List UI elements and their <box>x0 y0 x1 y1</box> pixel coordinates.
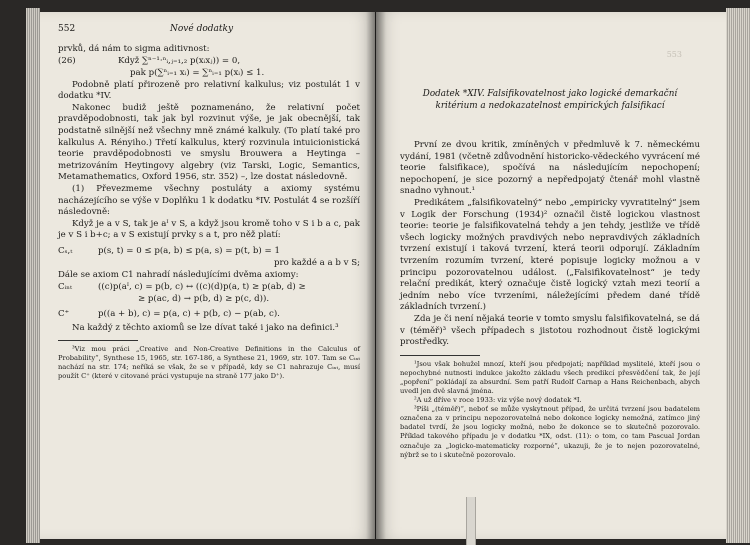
axiom-formula: ((c)p(aᴵ, c) = p(b, c) ↔ ((c)(d)p(a, t) ≥ p(ab, d) ≥ <box>98 281 306 292</box>
left-text-column <box>58 44 360 381</box>
paragraph: Dále se axiom C1 nahradí následujícími dvěma axiomy: <box>58 269 299 280</box>
intro-line: prvků, dá nám to sigma aditivnost: <box>58 44 210 54</box>
axiom-formula: pro každé a a b v S; <box>273 257 360 268</box>
paragraph: Zda je či není nějaká teorie v tomto smyslu falsifikovatelná, se dá v (téměř)³ všech případech s jistotou rozhodnout čistě logickými prostředky. <box>400 313 700 348</box>
axiom-formula: p(s, t) = 0 ≤ p(a, b) ≤ p(a, s) = p(t, b) = 1 <box>98 245 280 256</box>
axiom-label: Cᵢₙₜ <box>58 281 73 292</box>
paragraph: Když je a v S, tak je aᴵ v S, a když jsou kromě toho v S i b a c, pak je v S i b+c; a v S existují prvky s a t, pro něž platí: <box>58 218 360 241</box>
footnote: ¹Jsou však bohužel mnozí, kteří jsou předpojatí; například myslitelé, kteří jsou o nepochybné nutnosti indukce jakožto základu všech predikcí přesvědčení tak, že její „popření“ pokládají za absurdní. Sem patří Rudolf Carnap a Hans Reichenbach, abych uvedl jen dvě slavná jména. <box>400 359 700 395</box>
axiom-formula: p((a + b), c) = p(a, c) + p(b, c) − p(ab, c). <box>98 308 280 319</box>
left-page-header <box>58 24 338 34</box>
axiom-cst-tail <box>58 258 360 270</box>
heading-line: kritérium a nedokazatelnost empirických falsifikací <box>435 101 665 111</box>
right-text-column <box>400 88 700 460</box>
axiom-cst <box>58 246 360 258</box>
footnotes <box>400 360 700 460</box>
footnote-rule <box>58 340 138 341</box>
equation-26-cont <box>58 68 360 80</box>
paragraph: Podobně platí přirozeně pro relativní kalkulus; viz postulát 1 v dodatku *IV. <box>58 79 360 102</box>
footnotes <box>58 345 360 381</box>
equation-26 <box>58 56 360 68</box>
axiom-cint-cont <box>58 294 360 306</box>
paragraph: Nakonec budiž ještě poznamenáno, že relativní počet pravděpodobnosti, tak jak byl rozvinut výše, je jak obecnější, tak podstatně silnější než všechny mně známé kalkuly. (To platí také pro kalkulus A. Rényiho.) Třetí kalkulus, který rozvinula intuicionistická teorie pravděpodobnosti ve smyslu Brouwera a Heytinga – metrizováním Heytingovy algebry (viz Tarski, Logic, Semantics, Metamathematics, Oxford 1956, str. 352) –, lze dostat následovně. <box>58 102 360 183</box>
equation-label: (26) <box>58 55 76 66</box>
heading-line: Dodatek *XIV. Falsifikovatelnost jako logické demarkační <box>422 89 678 99</box>
axiom-cint <box>58 282 360 294</box>
appendix-heading <box>400 88 700 112</box>
right-page-edges <box>726 8 750 543</box>
book-gutter <box>366 12 386 539</box>
axiom-formula: ≥ p(ac, d) → p(b, d) ≥ p(c, d)). <box>138 293 270 304</box>
footnote: ²A už dříve v roce 1933: viz výše nový dodatek *I. <box>414 396 582 405</box>
equation-line: pak p(∑ⁿᵢ₌₁ xᵢ) = ∑ⁿᵢ₌₁ p(xᵢ) ≤ 1. <box>130 67 265 78</box>
axiom-cplus <box>58 309 360 321</box>
bookmark-ribbon <box>466 497 476 545</box>
ghost-page-number: 553 <box>666 50 682 59</box>
axiom-label: Cₛ,ₜ <box>58 245 73 256</box>
right-page <box>376 12 726 539</box>
axiom-label: C⁺ <box>58 308 70 319</box>
page-number: 552 <box>58 24 76 34</box>
paragraph: První ze dvou kritik, zmíněných v předmluvě k 7. německému vydání, 1981 (včetně zdůvodnění historicko-vědeckého vyvrácení mé teorie falsifikace), spočívá na následujícím nepochopení; nepochopení, je sice pozorný a nepředpojatý čtenář mohl vlastně snadno vyhnout.¹ <box>400 140 700 197</box>
left-page-edges <box>26 8 40 543</box>
footnote: ³Píši „(téměř)“, neboť se může vyskytnout případ, že určitá tvrzení jsou badatelem označena za v principu nepozorovatelná nebo dokonce logicky nemožná, zatímco jiný badatel tvrdí, že jsou logicky možná, nebo že dokonce se to skutečně pozorovalo. Příklad takového případu je v dodatku *IX, odst. (11): o tom, co tam Pascual Jordan označuje za „logicko-matematicky rozporné“, ukazuji, že je to nejen pozorovatelné, nýbrž se to i skutečně pozorovalo. <box>400 405 700 459</box>
paragraph: Na každý z těchto axiomů se lze dívat také i jako na definici.³ <box>72 322 339 333</box>
paragraph: (1) Převezmeme všechny postuláty a axiomy systému nacházejícího se výše v Doplňku 1 k dodatku *IV. Postulát 4 se rozšíří následovně: <box>58 183 360 218</box>
left-page <box>40 12 375 539</box>
footnote-rule <box>400 355 480 356</box>
paragraph: Predikátem „falsifikovatelný“ nebo „empiricky vyvratitelný“ jsem v Logik der Forschung (1934)² označil čistě logickou vlastnost teorie: teorie je falsifikovatelná tehdy a jen tehdy, jestliže ve třídě všech logicky možných pravdivých nebo nepravdivých základních tvrzení existují i taková tvrzení, která teorii odporují. Základním tvrzením rozumím tvrzení, které popisuje logicky možnou a v principu pozorovatelnou událost. („Falsifikovatelnost“ je tedy relační predikát, který označuje čistě logický vztah mezi teorií a jedním nebo více tvrzeními, náležejícími předem dané třídě základních tvrzení.) <box>400 197 700 313</box>
footnote: ³Viz mou práci „Creative and Non-Creative Definitions in the Calculus of Probability“, Synthese 15, 1965, str. 167-186, a Synthese 21, 1969, str. 107. Tam se Cᵢₙₜ nachází na str. 174; neříká se však, že se v případě, kdy se C1 nahrazuje Cᵢₙₜ, musí použít C⁺ (které v citované práci vystupuje na straně 177 jako D⁺). <box>58 345 360 381</box>
equation-line: Když ∑ⁿ⁻¹·ⁿᵢ,ⱼ₌₁,₂ p(xᵢxⱼ)) = 0, <box>118 55 241 66</box>
running-title: Nové dodatky <box>170 24 234 34</box>
